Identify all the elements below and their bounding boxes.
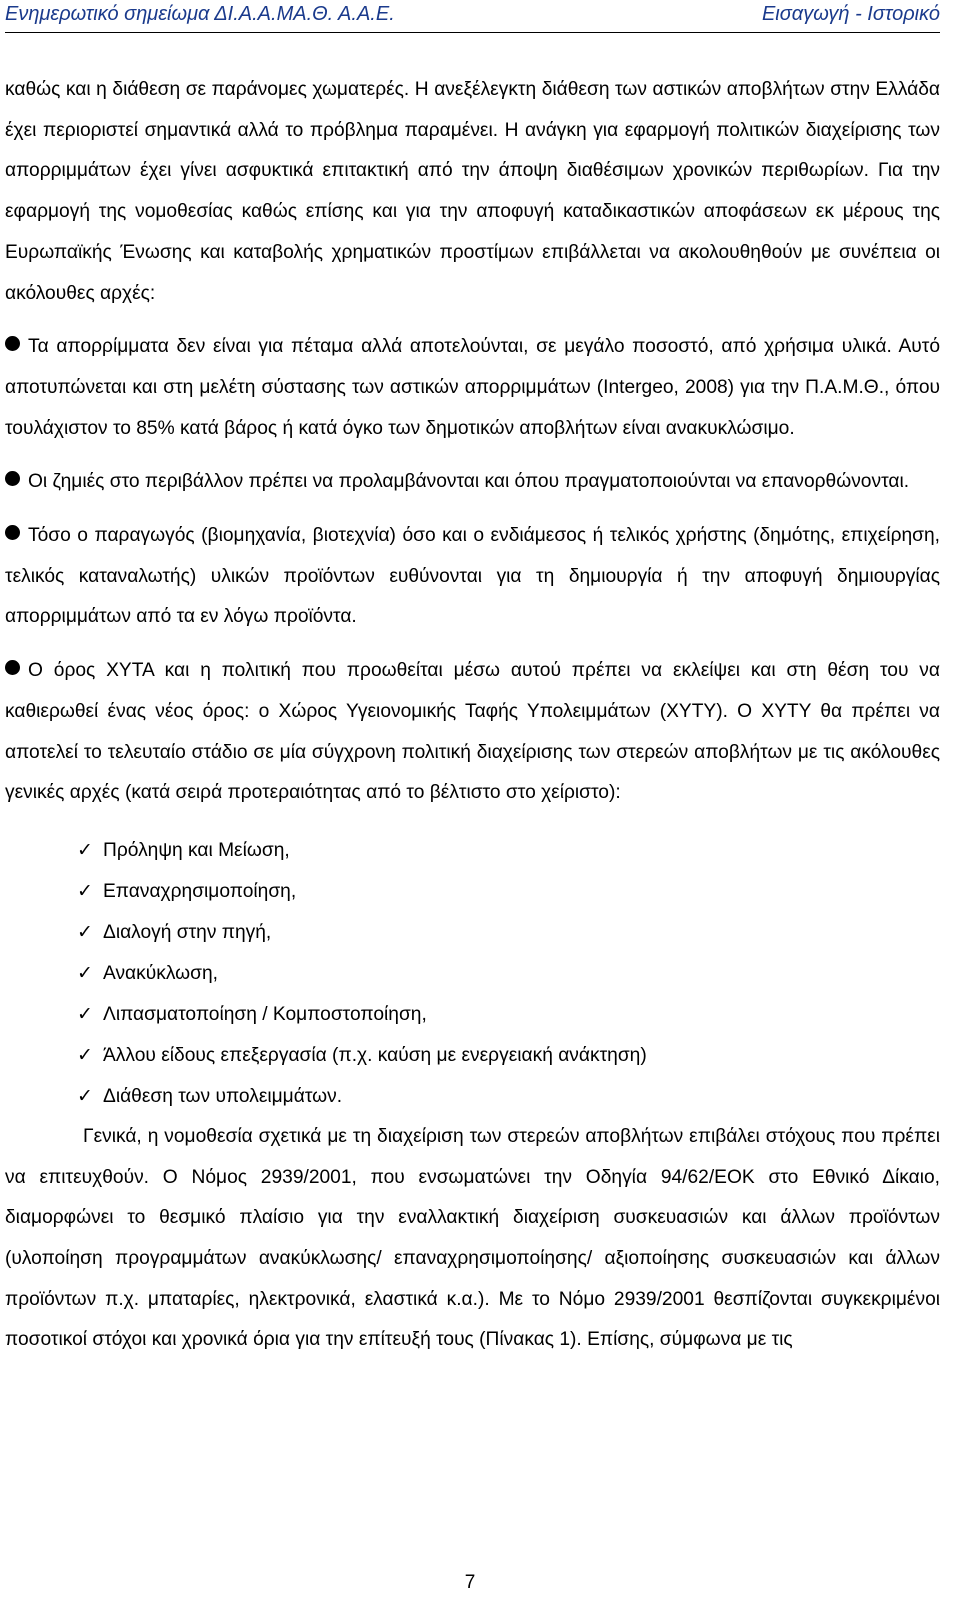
check-icon: ✓ — [77, 962, 93, 984]
running-header — [5, 2, 940, 33]
checklist-text: Πρόληψη και Μείωση, — [103, 839, 290, 861]
checklist-item — [77, 994, 940, 1035]
checklist-text: Ανακύκλωση, — [103, 962, 218, 984]
bullet-icon — [5, 336, 20, 351]
bullet-text: Τόσο ο παραγωγός (βιομηχανία, βιοτεχνία) όσο και ο ενδιάμεσος ή τελικός χρήστης (δημότης, επιχείρηση, τελικός καταναλωτής) υλικών προϊόντων ευθύνονται για τη δημιουργία ή την αποφυγή δημιουργίας απορριμμάτων από τα εν λόγω προϊόντα. — [5, 525, 940, 628]
bullet-icon — [5, 660, 20, 675]
bullet-text: Τα απορρίμματα δεν είναι για πέταμα αλλά αποτελούνται, σε μεγάλο ποσοστό, από χρήσιμα υλικά. Αυτό αποτυπώνεται και στη μελέτη σύστασης των αστικών απορριμμάτων (Intergeo, 2008) για την Π.Α.Μ.Θ., όπου τουλάχιστον το 85% κατά βάρος ή κατά όγκο των δημοτικών αποβλήτων είναι ανακυκλώσιμο. — [5, 336, 940, 439]
check-icon: ✓ — [77, 1044, 93, 1066]
checklist-text: Επαναχρησιμοποίηση, — [103, 880, 297, 902]
checklist-text: Διάθεση των υπολειμμάτων. — [103, 1085, 343, 1107]
checklist-text: Διαλογή στην πηγή, — [103, 921, 272, 943]
checklist-text: Άλλου είδους επεξεργασία (π.χ. καύση με ενεργειακή ανάκτηση) — [103, 1044, 647, 1066]
checklist-text: Λιπασματοποίηση / Κομποστοποίηση, — [103, 1003, 427, 1025]
header-section: Εισαγωγή - Ιστορικό — [761, 3, 940, 25]
bullet-item — [5, 651, 940, 814]
body-text — [5, 70, 940, 1361]
page-number: 7 — [464, 1572, 476, 1593]
checklist-item — [77, 953, 940, 994]
bullet-icon — [5, 471, 20, 486]
check-icon: ✓ — [77, 921, 93, 943]
checklist-item — [77, 912, 940, 953]
header-title: Ενημερωτικό σημείωμα ΔΙ.Α.Α.ΜΑ.Θ. Α.Α.Ε. — [5, 3, 395, 25]
bullet-item — [5, 516, 940, 638]
checklist-item — [77, 871, 940, 912]
bullet-item — [5, 462, 940, 503]
intro-paragraph: καθώς και η διάθεση σε παράνομες χωματερές. Η ανεξέλεγκτη διάθεση των αστικών αποβλήτων στην Ελλάδα έχει περιοριστεί σημαντικά αλλά το πρόβλημα παραμένει. Η ανάγκη για εφαρμογή πολιτικών διαχείρισης των απορριμμάτων έχει γίνει ασφυκτικά επιτακτική από την άποψη διαθέσιμων χρονικών περιθωρίων. Για την εφαρμογή της νομοθεσίας καθώς επίσης και για την αποφυγή καταδικαστικών αποφάσεων εκ μέρους της Ευρωπαϊκής Ένωσης και καταβολής χρηματικών προστίμων επιβάλλεται να ακολουθηθούν με συνέπεια οι ακόλουθες αρχές: — [5, 79, 940, 304]
check-icon: ✓ — [77, 1003, 93, 1025]
check-icon: ✓ — [77, 1085, 93, 1107]
bullet-text: Οι ζημιές στο περιβάλλον πρέπει να προλαμβάνονται και όπου πραγματοποιούνται να επανορθώνονται. — [28, 471, 910, 493]
check-icon: ✓ — [77, 839, 93, 861]
bullet-item — [5, 327, 940, 449]
check-icon: ✓ — [77, 880, 93, 902]
principles-checklist — [5, 830, 940, 1117]
bullet-icon — [5, 525, 20, 540]
checklist-item — [77, 1035, 940, 1076]
closing-paragraph: Γενικά, η νομοθεσία σχετικά με τη διαχείριση των στερεών αποβλήτων επιβάλει στόχους που πρέπει να επιτευχθούν. Ο Νόμος 2939/2001, που ενσωματώνει την Οδηγία 94/62/ΕΟΚ στο Εθνικό Δίκαιο, διαμορφώνει το θεσμικό πλαίσιο για την εναλλακτική διαχείριση συσκευασιών και άλλων προϊόντων (υλοποίηση προγραμμάτων ανακύκλωσης/ επαναχρησιμοποίησης/ αξιοποίησης συσκευασιών και άλλων προϊόντων π.χ. μπαταρίες, ηλεκτρονικά, ελαστικά κ.α.). Με το Νόμο 2939/2001 θεσπίζονται συγκεκριμένοι ποσοτικοί στόχοι και χρονικά όρια για την επίτευξή τους (Πίνακας 1). Επίσης, σύμφωνα με τις — [5, 1125, 940, 1351]
checklist-item — [77, 1076, 940, 1117]
bullet-text: Ο όρος ΧΥΤΑ και η πολιτική που προωθείται μέσω αυτού πρέπει να εκλείψει και στη θέση του να καθιερωθεί ένας νέος όρος: ο Χώρος Υγειονομικής Ταφής Υπολειμμάτων (ΧΥΤΥ). Ο ΧΥΤΥ θα πρέπει να αποτελεί το τελευταίο στάδιο σε μία σύγχρονη πολιτική διαχείρισης των στερεών αποβλήτων με τις ακόλουθες γενικές αρχές (κατά σειρά προτεραιότητας από το βέλτιστο στο χείριστο): — [5, 660, 940, 804]
checklist-item — [77, 830, 940, 871]
